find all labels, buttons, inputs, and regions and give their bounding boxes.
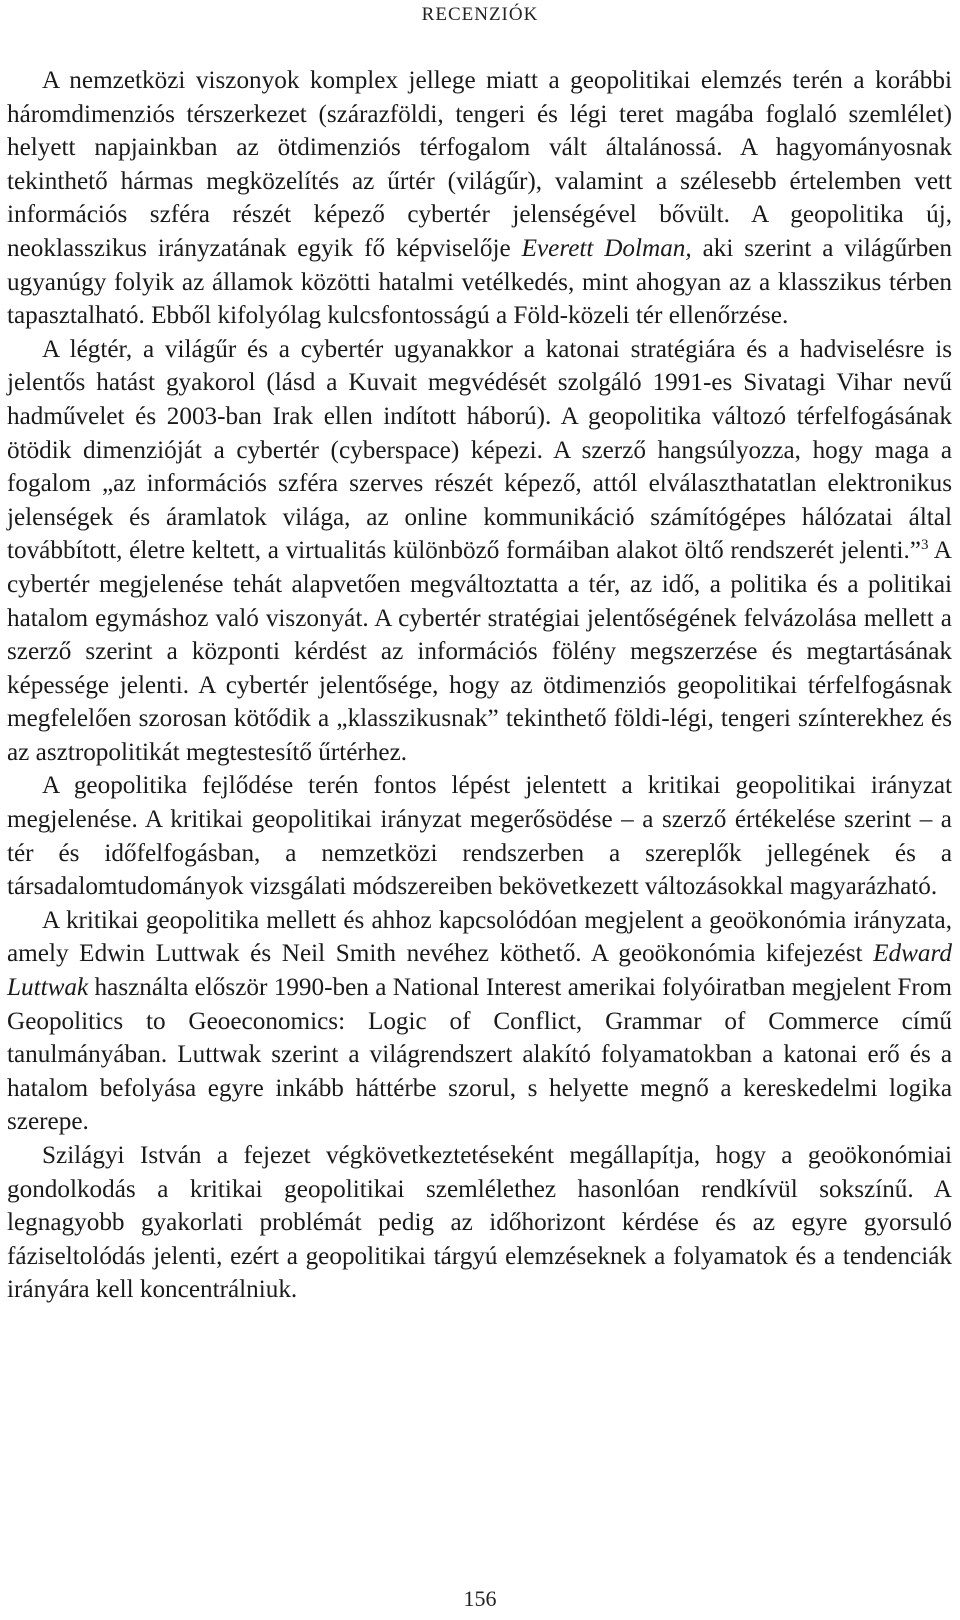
paragraph-text: A cybertér megjelenése tehát alapvetően megváltoztatta a tér, az idő, a politika és a politikai hatalom egymáshoz való viszonyát. A cybertér stratégiai jelentőségének felvázolása mellett a szerző szerint a központi kérdést az információs fölény megszerzése és megtartásának képessége jelenti. A cybertér jelentősége, hogy az ötdimenziós geopolitikai térfelfogásnak megfelelően szorosan kötődik a „klasszikusnak” tekinthető földi-légi, tengeri színterekhez és az asztropolitikát megtestesítő űrtérhez.	[7, 537, 952, 766]
paragraph-4	[7, 904, 952, 1139]
paragraph-text: használta először 1990-ben a National Interest amerikai folyóiratban megjelent From Geopolitics to Geoeconomics: Logic of Conflict, Grammar of Commerce című tanulmányában. Luttwak szerint a világrendszert alakító folyamatokban a katonai erő és a hatalom befolyása egyre inkább háttérbe szorul, s helyette megnő a kereskedelmi logika szerepe.	[7, 974, 952, 1136]
running-head: RECENZIÓK	[421, 4, 539, 25]
paragraph-2	[7, 333, 952, 770]
footnote-reference[interactable]: 3	[920, 537, 929, 554]
paragraph-5	[7, 1139, 952, 1307]
paragraph-text: A nemzetközi viszonyok komplex jellege miatt a geopolitikai elemzés terén a korábbi háromdimenziós térszerkezet (szárazföldi, tengeri és légi teret magába foglaló szemlélet) helyett napjainkban az ötdimenziós térfogalom vált általánossá. A hagyományosnak tekinthető hármas megközelítés az űrtér (világűr), valamint a szélesebb értelemben vett információs szféra részét képező cybertér jelenségével bővült. A geopolitika új, neoklasszikus irányzatának egyik fő képviselője	[7, 67, 952, 262]
paragraph-text: aki szerint a világűrben ugyanúgy folyik az államok közötti hatalmi vetélkedés, mint ahogyan az a klasszikus térben tapasztalható. Ebből kifolyólag kulcsfontosságú a Föld-közeli tér ellenőrzése.	[7, 234, 952, 330]
page-number: 156	[463, 1586, 497, 1611]
paragraph-3	[7, 769, 952, 903]
paragraph-text: Szilágyi István a fejezet végkövetkeztetéseként megállapítja, hogy a geoökonómiai gondolkodás a kritikai geopolitikai szemlélethez hasonlóan rendkívül sokszínű. A legnagyobb gyakorlati problémát pedig az időhorizont kérdése és az egyre gyorsuló fáziseltolódás jelenti, ezért a geopolitikai tárgyú elemzéseknek a folyamatok és a tendenciák irányára kell koncentrálniuk.	[7, 1142, 952, 1304]
paragraph-text: A légtér, a világűr és a cybertér ugyanakkor a katonai stratégiára és a hadviselésre is jelentős hatást gyakorol (lásd a Kuvait megvédését szolgáló 1991-es Sivatagi Vihar nevű hadművelet és 2003-ban Irak ellen indított háború). A geopolitika változó térfelfogásának ötödik dimenzióját a cybertér (cyberspace) képezi. A szerző hangsúlyozza, hogy maga a fogalom „az információs szféra szerves részét képező, attól elválaszthatatlan elektronikus jelenségek és áramlatok világa, az online kommunikáció számítógépes hálózatai által továbbított, életre keltett, a virtualitás különböző formáiban alakot öltő rendszerét jelenti.”	[7, 335, 952, 565]
body-text	[7, 64, 952, 1307]
author-name-italic: Everett Dolman,	[521, 234, 692, 262]
paragraph-text: A kritikai geopolitika mellett és ahhoz kapcsolódóan megjelent a geoökonómia irányzata, amely Edwin Luttwak és Neil Smith nevéhez köthető. A geoökonómia kifejezést	[7, 906, 952, 968]
paragraph-text: A geopolitika fejlődése terén fontos lépést jelentett a kritikai geopolitikai irányzat megjelenése. A kritikai geopolitikai irányzat megerősödése – a szerző értékelése szerint – a tér és időfelfogásban, a nemzetközi rendszerben a szereplők jellegének és a társadalomtudományok vizsgálati módszereiben bekövetkezett változásokkal magyarázható.	[7, 772, 952, 901]
paragraph-1	[7, 64, 952, 333]
author-name-italic: Edward Luttwak	[7, 940, 952, 1002]
